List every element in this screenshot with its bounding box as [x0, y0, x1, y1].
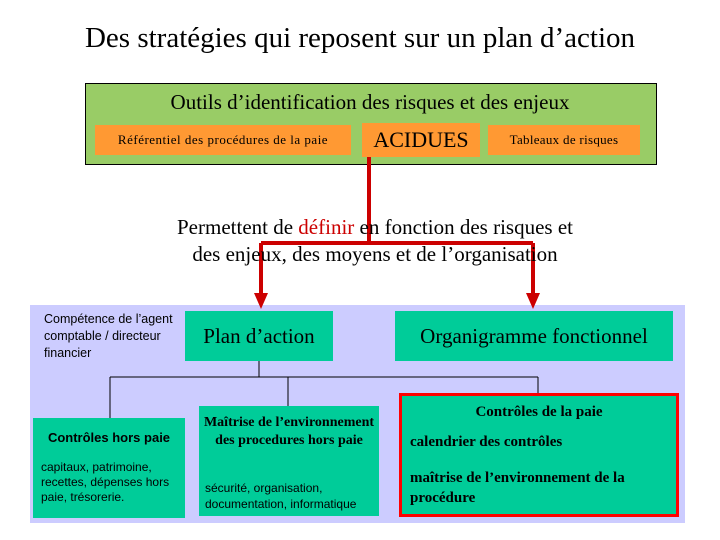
- tableaux-box: Tableaux de risques: [488, 125, 640, 155]
- controles-hors-paie-desc: capitaux, patrimoine, recettes, dépenses hors paie, trésorerie.: [41, 460, 170, 504]
- permettent-text: [140, 214, 610, 268]
- permettent-line1-after: en fonction des risques et: [354, 215, 573, 239]
- plan-action-box: Plan d’action: [185, 311, 333, 361]
- maitrise-hors-paie-box: [199, 406, 379, 516]
- arrow-head-right-icon: [526, 293, 540, 309]
- permettent-definir: définir: [298, 215, 355, 239]
- referentiel-box: Référentiel des procédures de la paie: [95, 125, 351, 155]
- acidues-box: ACIDUES: [362, 123, 480, 157]
- competence-label: Compétence de l’agent comptable / directeur financier: [44, 312, 173, 360]
- arrow-head-left-icon: [254, 293, 268, 309]
- permettent-line1-before: Permettent de: [177, 215, 299, 239]
- controles-paie-item-calendrier: calendrier des contrôles: [410, 434, 563, 450]
- maitrise-hors-paie-desc: sécurité, organisation, documentation, informatique: [205, 481, 357, 511]
- permettent-line2: des enjeux, des moyens et de l’organisation: [192, 242, 558, 266]
- organigramme-box: Organigramme fonctionnel: [395, 311, 673, 361]
- maitrise-hors-paie-title: Maîtrise de l’environnement des procedures hors paie: [203, 415, 375, 448]
- controles-paie-item-maitrise: maîtrise de l’environnement de la procédure: [410, 470, 625, 506]
- outils-title: Outils d’identification des risques et des enjeux: [170, 90, 570, 114]
- controles-hors-paie-title: Contrôles hors paie: [47, 430, 171, 445]
- controles-hors-paie-box: [33, 418, 185, 518]
- controles-paie-title: Contrôles de la paie: [475, 404, 603, 420]
- controles-paie-box: [399, 393, 679, 517]
- page-title: Des stratégies qui reposent sur un plan d’action: [84, 22, 636, 54]
